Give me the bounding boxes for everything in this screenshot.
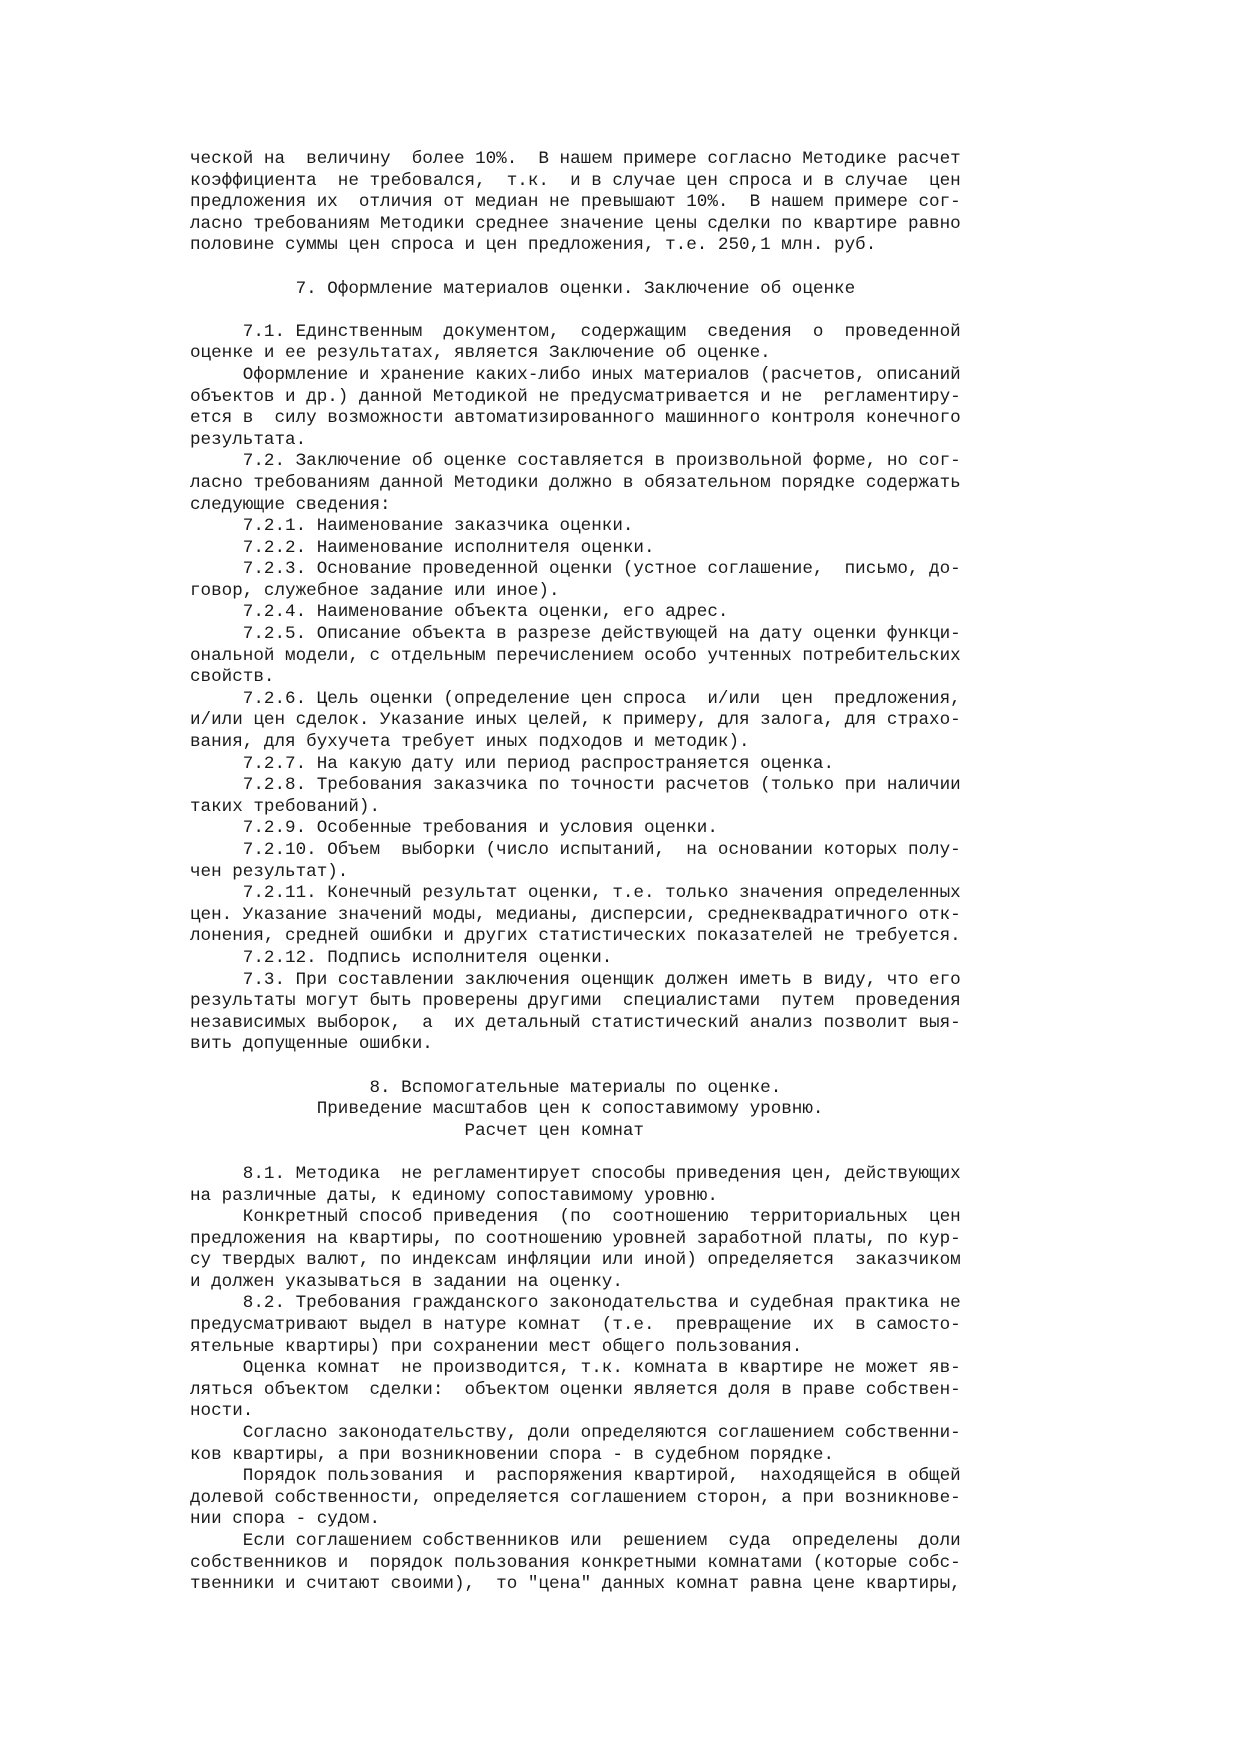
text-line: ляться объектом сделки: объектом оценки является доля в праве собствен- bbox=[190, 1379, 961, 1400]
text-line: лонения, средней ошибки и других статистических показателей не требуется. bbox=[190, 926, 961, 947]
text-line: предложения на квартиры, по соотношению уровней заработной платы, по кур- bbox=[190, 1228, 961, 1249]
document-body bbox=[190, 149, 1040, 1596]
text-line: Согласно законодательству, доли определяются соглашением собственни- bbox=[190, 1423, 961, 1444]
text-line: Оформление и хранение каких-либо иных материалов (расчетов, описаний bbox=[190, 364, 961, 385]
text-line: результаты могут быть проверены другими специалистами путем проведения bbox=[190, 991, 961, 1012]
text-line: свойств. bbox=[190, 667, 275, 688]
text-line: коэффициента не требовался, т.к. и в случае цен спроса и в случае цен bbox=[190, 170, 961, 191]
text-line: Приведение масштабов цен к сопоставимому уровню. bbox=[190, 1099, 824, 1120]
text-line: твенники и считают своими), то "цена" данных комнат равна цене квартиры, bbox=[190, 1574, 961, 1595]
text-line: 7.2.9. Особенные требования и условия оценки. bbox=[190, 818, 718, 839]
text-line: Если соглашением собственников или решением суда определены доли bbox=[190, 1531, 961, 1551]
text-line: нии спора - судом. bbox=[190, 1509, 381, 1530]
text-line: Порядок пользования и распоряжения квартирой, находящейся в общей bbox=[190, 1466, 961, 1487]
text-line: 7.2.3. Основание проведенной оценки (устное соглашение, письмо, до- bbox=[190, 559, 961, 580]
text-line bbox=[190, 1056, 1040, 1078]
text-line: 7.3. При составлении заключения оценщик должен иметь в виду, что его bbox=[190, 969, 961, 990]
text-line: ков квартиры, а при возникновении спора - в судебном порядке. bbox=[190, 1444, 835, 1465]
text-line: следующие сведения: bbox=[190, 494, 391, 515]
text-line: 7. Оформление материалов оценки. Заключение об оценке bbox=[190, 278, 856, 299]
text-line: ности. bbox=[190, 1401, 254, 1422]
text-line: ется в силу возможности автоматизированного машинного контроля конечного bbox=[190, 408, 961, 429]
text-line: ональной модели, с отдельным перечислением особо учтенных потребительских bbox=[190, 645, 961, 666]
text-line: Оценка комнат не производится, т.к. комната в квартире не может яв- bbox=[190, 1358, 961, 1379]
text-line: половине суммы цен спроса и цен предложения, т.е. 250,1 млн. руб. bbox=[190, 235, 877, 256]
text-line: 7.2. Заключение об оценке составляется в произвольной форме, но сог- bbox=[190, 451, 961, 472]
text-line: предусматривают выдел в натуре комнат (т.е. превращение их в самосто- bbox=[190, 1315, 961, 1336]
text-line: 7.2.5. Описание объекта в разрезе действующей на дату оценки функци- bbox=[190, 624, 961, 645]
text-line: оценке и ее результатах, является Заключение об оценке. bbox=[190, 343, 771, 364]
text-line: Конкретный способ приведения (по соотношению территориальных цен bbox=[190, 1207, 961, 1228]
text-line: 7.2.12. Подпись исполнителя оценки. bbox=[190, 947, 613, 968]
text-line: на различные даты, к единому сопоставимому уровню. bbox=[190, 1185, 718, 1206]
text-line: долевой собственности, определяется соглашением сторон, а при возникнове- bbox=[190, 1487, 961, 1508]
text-line bbox=[190, 257, 1040, 279]
text-line: 7.2.1. Наименование заказчика оценки. bbox=[190, 516, 634, 537]
text-line: вить допущенные ошибки. bbox=[190, 1034, 433, 1055]
text-line: 7.2.2. Наименование исполнителя оценки. bbox=[190, 537, 655, 558]
text-line: ятельные квартиры) при сохранении мест общего пользования. bbox=[190, 1336, 803, 1357]
text-line: цен. Указание значений моды, медианы, дисперсии, среднеквадратичного отк- bbox=[190, 904, 961, 925]
text-line: таких требований). bbox=[190, 796, 381, 817]
text-line: результата. bbox=[190, 429, 307, 450]
text-line: 8. Вспомогательные материалы по оценке. bbox=[190, 1077, 782, 1098]
text-line: 8.1. Методика не регламентирует способы приведения цен, действующих bbox=[190, 1163, 961, 1184]
text-line: 7.2.8. Требования заказчика по точности расчетов (только при наличии bbox=[190, 775, 961, 796]
text-line bbox=[190, 300, 1040, 322]
text-line: и/или цен сделок. Указание иных целей, к примеру, для залога, для страхо- bbox=[190, 710, 961, 731]
text-line: ласно требованиям данной Методики должно в обязательном порядке содержать bbox=[190, 472, 961, 493]
text-line: и должен указываться в задании на оценку. bbox=[190, 1271, 623, 1292]
text-line: 8.2. Требования гражданского законодательства и судебная практика не bbox=[190, 1293, 961, 1314]
text-line: 7.2.4. Наименование объекта оценки, его адрес. bbox=[190, 602, 729, 623]
text-line: предложения их отличия от медиан не превышают 10%. В нашем примере сог- bbox=[190, 192, 961, 213]
text-line: чен результат). bbox=[190, 861, 349, 882]
text-line: Расчет цен комнат bbox=[190, 1120, 644, 1141]
text-line: вания, для бухучета требует иных подходов и методик). bbox=[190, 732, 750, 753]
text-line: 7.2.6. Цель оценки (определение цен спроса и/или цен предложения, bbox=[190, 688, 961, 709]
text-line: объектов и др.) данной Методикой не предусматривается и не регламентиру- bbox=[190, 386, 961, 407]
text-line: 7.2.11. Конечный результат оценки, т.е. только значения определенных bbox=[190, 883, 961, 904]
text-line: 7.2.7. На какую дату или период распространяется оценка. bbox=[190, 753, 835, 774]
text-line: ческой на величину более 10%. В нашем примере согласно Методике расчет bbox=[190, 149, 961, 169]
text-line bbox=[190, 1142, 1040, 1164]
text-line: 7.1. Единственным документом, содержащим сведения о проведенной bbox=[190, 321, 961, 342]
text-line: 7.2.10. Объем выборки (число испытаний, на основании которых полу- bbox=[190, 840, 961, 860]
text-line: говор, служебное задание или иное). bbox=[190, 580, 560, 601]
text-line: собственников и порядок пользования конкретными комнатами (которые собс- bbox=[190, 1552, 961, 1573]
text-line: су твердых валют, по индексам инфляции или иной) определяется заказчиком bbox=[190, 1250, 961, 1271]
text-line: ласно требованиям Методики среднее значение цены сделки по квартире равно bbox=[190, 213, 961, 234]
text-line: независимых выборок, а их детальный статистический анализ позволит выя- bbox=[190, 1012, 961, 1033]
